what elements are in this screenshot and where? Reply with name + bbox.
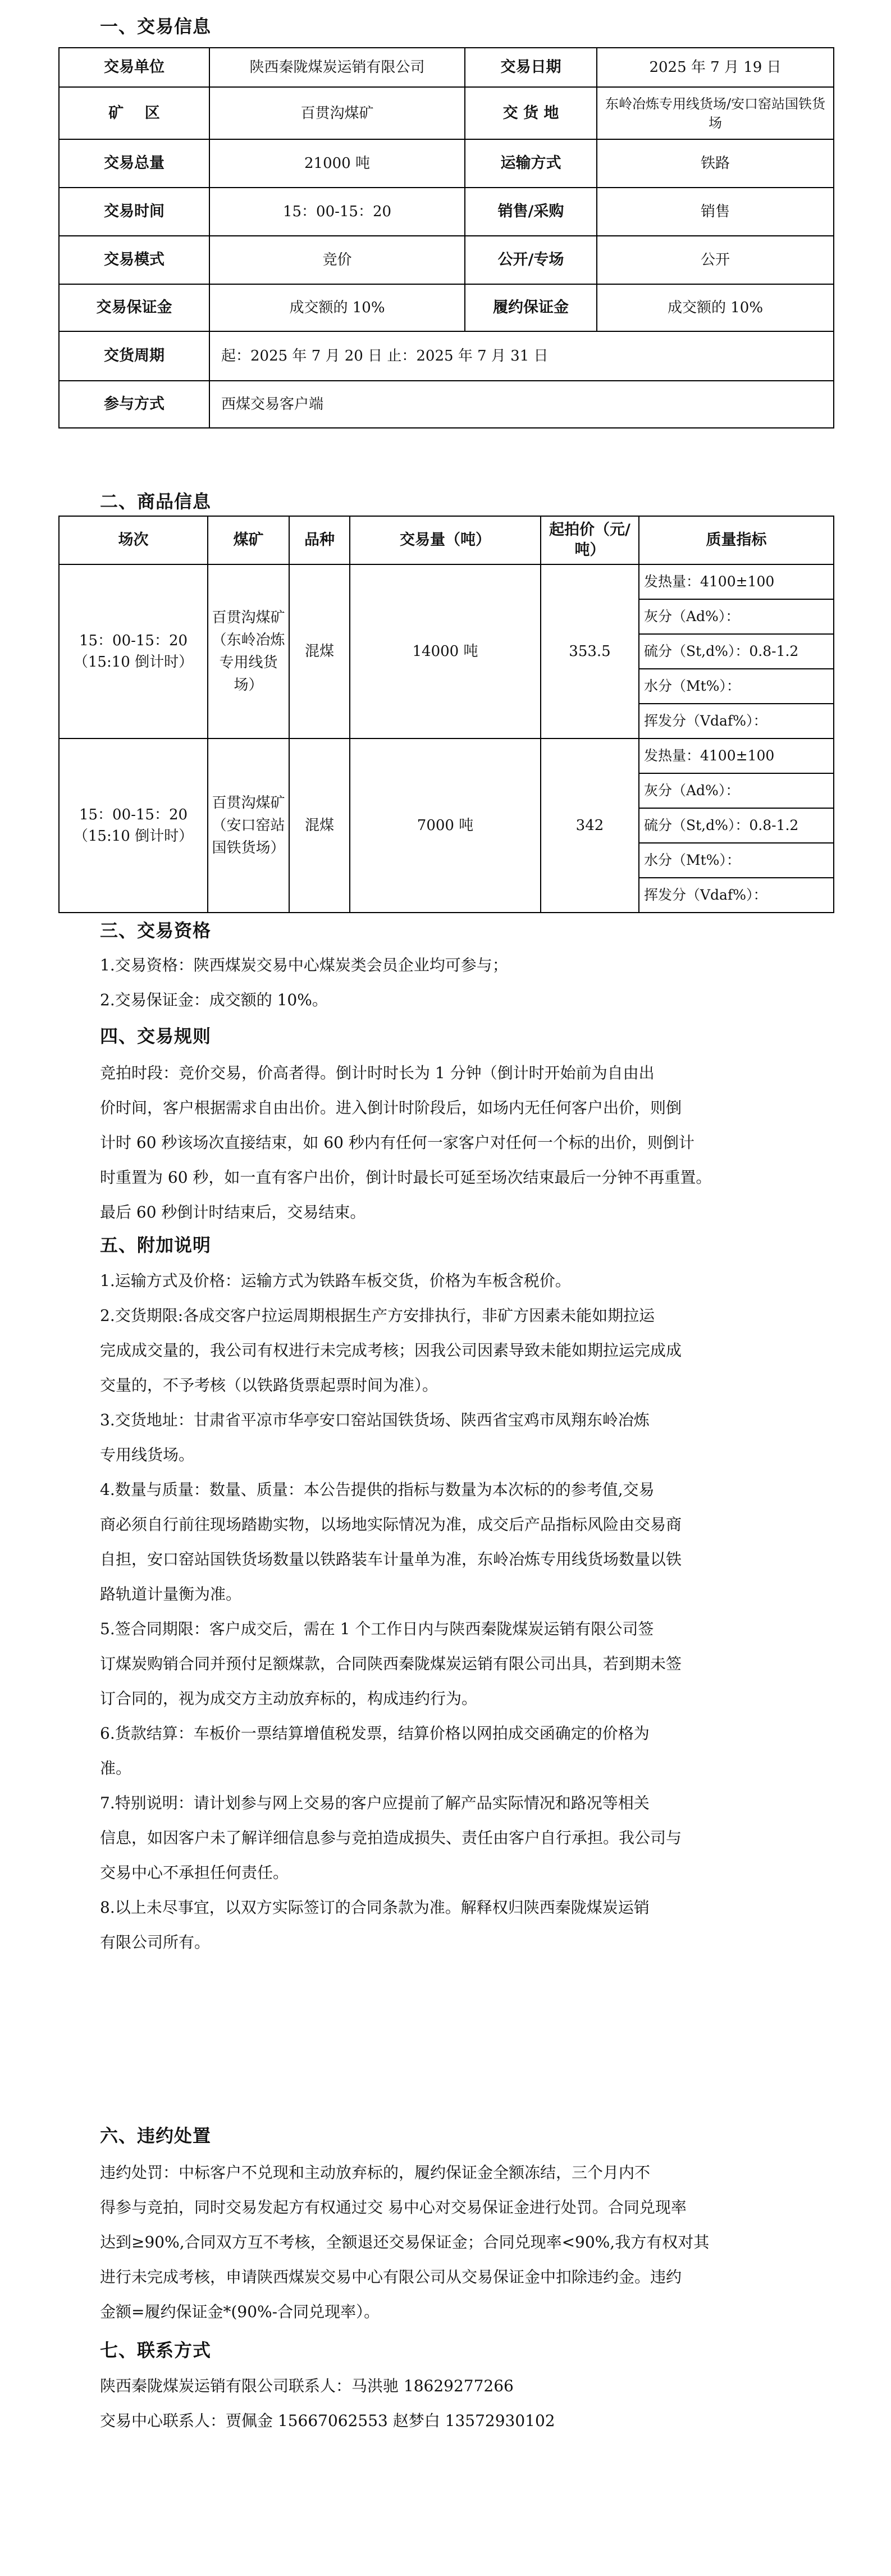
additional-line: 5.签合同期限：客户成交后，需在 1 个工作日内与陕西秦陇煤炭运销有限公司签: [100, 1620, 654, 1638]
label-trade-unit: 交易单位: [59, 48, 209, 87]
breach-line: 进行未完成考核，申请陕西煤炭交易中心有限公司从交易保证金中扣除违约金。违约: [100, 2268, 682, 2286]
goods-header-row: [59, 516, 834, 564]
section-title-goods-info: 二、商品信息: [100, 491, 212, 512]
value-trade-unit: 陕西秦陇煤炭运销有限公司: [209, 48, 465, 87]
additional-line: 1.运输方式及价格：运输方式为铁路车板交货，价格为车板含税价。: [100, 1271, 571, 1290]
section-title-qualification: 三、交易资格: [100, 920, 212, 941]
cell-mine: 百贯沟煤矿（安口窑站国铁货场）: [208, 738, 289, 913]
trade-row: [59, 188, 834, 236]
qualification-line: 1.交易资格：陕西煤炭交易中心煤炭类会员企业均可参与；: [100, 956, 508, 974]
additional-line: 8.以上未尽事宜，以双方实际签订的合同条款为准。解释权归陕西秦陇煤炭运销: [100, 1898, 650, 1917]
value-transport: 铁路: [597, 139, 834, 188]
value-delivery-period: 起：2025 年 7 月 20 日 止：2025 年 7 月 31 日: [209, 331, 834, 381]
additional-line: 信息，如因客户未了解详细信息参与竞拍造成损失、责任由客户自行承担。我公司与: [100, 1829, 682, 1847]
additional-line: 订煤炭购销合同并预付足额煤款，合同陕西秦陇煤炭运销有限公司出具，若到期未签: [100, 1654, 682, 1673]
label-delivery-place: 交 货 地: [465, 87, 597, 139]
additional-line: 订合同的，视为成交方主动放弃标的，构成违约行为。: [100, 1689, 478, 1708]
value-participation: 西煤交易客户端: [209, 381, 834, 428]
trade-row: [59, 139, 834, 188]
label-trade-deposit: 交易保证金: [59, 284, 209, 331]
qualification-text: [100, 948, 835, 1018]
cell-quality-volatile: 挥发分（Vdaf%）：: [639, 878, 834, 913]
trade-row: [59, 284, 834, 331]
additional-line: 交量的，不予考核（以铁路货票起票时间为准）。: [100, 1376, 438, 1394]
rules-line: 价时间，客户根据需求自由出价。进入倒计时阶段后，如场内无任何客户出价，则倒: [100, 1098, 682, 1117]
goods-row: [59, 738, 834, 773]
contact-center-line: 交易中心联系人：贾佩金 15667062553 赵梦白 13572930102: [100, 2411, 555, 2430]
cell-type: 混煤: [289, 564, 350, 738]
cell-volume: 7000 吨: [350, 738, 541, 913]
header-price: 起拍价（元/吨）: [541, 516, 639, 564]
additional-line: 准。: [100, 1759, 132, 1777]
value-trade-time: 15：00-15：20: [209, 188, 465, 236]
trade-row: [59, 87, 834, 139]
cell-quality-calorific: 发热量：4100±100: [639, 564, 834, 599]
label-sale-purchase: 销售/采购: [465, 188, 597, 236]
trade-info-table: [58, 47, 834, 428]
label-participation: 参与方式: [59, 381, 209, 428]
value-trade-date: 2025 年 7 月 19 日: [597, 48, 834, 87]
value-public-special: 公开: [597, 236, 834, 284]
breach-line: 金额=履约保证金*(90%-合同兑现率）。: [100, 2303, 380, 2321]
value-sale-purchase: 销售: [597, 188, 834, 236]
cell-price: 353.5: [541, 564, 639, 738]
cell-price: 342: [541, 738, 639, 913]
cell-session: 15：00-15：20（15:10 倒计时）: [59, 564, 208, 738]
cell-quality-ash: 灰分（Ad%）：: [639, 773, 834, 808]
cell-quality-ash: 灰分（Ad%）：: [639, 599, 834, 634]
section-title-trade-info: 一、交易信息: [100, 16, 212, 37]
value-mine-area: 百贯沟煤矿: [209, 87, 465, 139]
rules-text: [100, 1056, 847, 1230]
value-delivery-place: 东岭冶炼专用线货场/安口窑站国铁货场: [597, 87, 834, 139]
cell-mine: 百贯沟煤矿（东岭冶炼专用线货场）: [208, 564, 289, 738]
value-trade-mode: 竞价: [209, 236, 465, 284]
cell-quality-sulfur: 硫分（St,d%）：0.8-1.2: [639, 634, 834, 669]
cell-quality-calorific: 发热量：4100±100: [639, 738, 834, 773]
section-title-breach: 六、违约处置: [100, 2125, 212, 2146]
breach-line: 达到≥90%,合同双方互不考核，全额退还交易保证金；合同兑现率<90%,我方有权对其: [100, 2233, 710, 2251]
rules-line: 最后 60 秒倒计时结束后，交易结束。: [100, 1203, 366, 1221]
label-trade-date: 交易日期: [465, 48, 597, 87]
contact-text: [100, 2369, 835, 2438]
cell-quality-moisture: 水分（Mt%）：: [639, 669, 834, 704]
header-volume: 交易量（吨）: [350, 516, 541, 564]
additional-line: 交易中心不承担任何责任。: [100, 1863, 289, 1882]
header-quality: 质量指标: [639, 516, 834, 564]
additional-line: 有限公司所有。: [100, 1933, 211, 1952]
cell-volume: 14000 吨: [350, 564, 541, 738]
additional-line: 7.特别说明：请计划参与网上交易的客户应提前了解产品实际情况和路况等相关: [100, 1794, 650, 1812]
label-trade-time: 交易时间: [59, 188, 209, 236]
additional-line: 6.货款结算：车板价一票结算增值税发票，结算价格以网拍成交函确定的价格为: [100, 1724, 650, 1743]
label-total-volume: 交易总量: [59, 139, 209, 188]
label-public-special: 公开/专场: [465, 236, 597, 284]
rules-line: 时重置为 60 秒，如一直有客户出价，倒计时最长可延至场次结束最后一分钟不再重置。: [100, 1168, 712, 1187]
goods-table: [58, 516, 834, 913]
rules-line: 竞拍时段：竞价交易，价高者得。倒计时时长为 1 分钟（倒计时开始前为自由出: [100, 1064, 655, 1082]
value-total-volume: 21000 吨: [209, 139, 465, 188]
breach-line: 违约处罚：中标客户不兑现和主动放弃标的，履约保证金全额冻结，三个月内不: [100, 2163, 651, 2182]
additional-line: 4.数量与质量：数量、质量：本公告提供的指标与数量为本次标的的参考值,交易: [100, 1480, 655, 1499]
additional-text: [100, 1264, 847, 1960]
additional-line: 2.交货期限:各成交客户拉运周期根据生产方安排执行，非矿方因素未能如期拉运: [100, 1306, 655, 1325]
breach-line: 得参与竞拍，同时交易发起方有权通过交 易中心对交易保证金进行处罚。合同兑现率: [100, 2198, 687, 2217]
cell-type: 混煤: [289, 738, 350, 913]
cell-quality-moisture: 水分（Mt%）：: [639, 843, 834, 878]
value-trade-deposit: 成交额的 10%: [209, 284, 465, 331]
value-performance-deposit: 成交额的 10%: [597, 284, 834, 331]
header-mine: 煤矿: [208, 516, 289, 564]
section-title-contact: 七、联系方式: [100, 2340, 212, 2361]
additional-line: 完成成交量的，我公司有权进行未完成考核；因我公司因素导致未能如期拉运完成成: [100, 1341, 682, 1360]
additional-line: 专用线货场。: [100, 1446, 195, 1464]
qualification-line: 2.交易保证金：成交额的 10%。: [100, 991, 328, 1009]
section-title-additional: 五、附加说明: [100, 1234, 212, 1256]
trade-row: [59, 381, 834, 428]
section-title-rules: 四、交易规则: [100, 1025, 212, 1047]
additional-line: 3.交货地址：甘肃省平凉市华亭安口窑站国铁货场、陕西省宝鸡市凤翔东岭冶炼: [100, 1411, 650, 1429]
contact-company-line: 陕西秦陇煤炭运销有限公司联系人：马洪驰 18629277266: [100, 2377, 514, 2395]
label-trade-mode: 交易模式: [59, 236, 209, 284]
label-mine-area: 矿 区: [59, 87, 209, 139]
trade-row: [59, 48, 834, 87]
label-transport: 运输方式: [465, 139, 597, 188]
goods-row: [59, 564, 834, 599]
rules-line: 计时 60 秒该场次直接结束，如 60 秒内有任何一家客户对任何一个标的出价，则倒计: [100, 1133, 694, 1152]
trade-row: [59, 331, 834, 381]
header-session: 场次: [59, 516, 208, 564]
cell-quality-sulfur: 硫分（St,d%）：0.8-1.2: [639, 808, 834, 843]
trade-row: [59, 236, 834, 284]
additional-line: 商必须自行前往现场踏勘实物，以场地实际情况为准，成交后产品指标风险由交易商: [100, 1515, 682, 1534]
label-delivery-period: 交货周期: [59, 331, 209, 381]
breach-text: [100, 2155, 847, 2329]
label-performance-deposit: 履约保证金: [465, 284, 597, 331]
cell-session: 15：00-15：20（15:10 倒计时）: [59, 738, 208, 913]
header-type: 品种: [289, 516, 350, 564]
additional-line: 路轨道计量衡为准。: [100, 1585, 242, 1603]
additional-line: 自担，安口窑站国铁货场数量以铁路装车计量单为准，东岭冶炼专用线货场数量以铁: [100, 1550, 682, 1569]
cell-quality-volatile: 挥发分（Vdaf%）：: [639, 704, 834, 738]
